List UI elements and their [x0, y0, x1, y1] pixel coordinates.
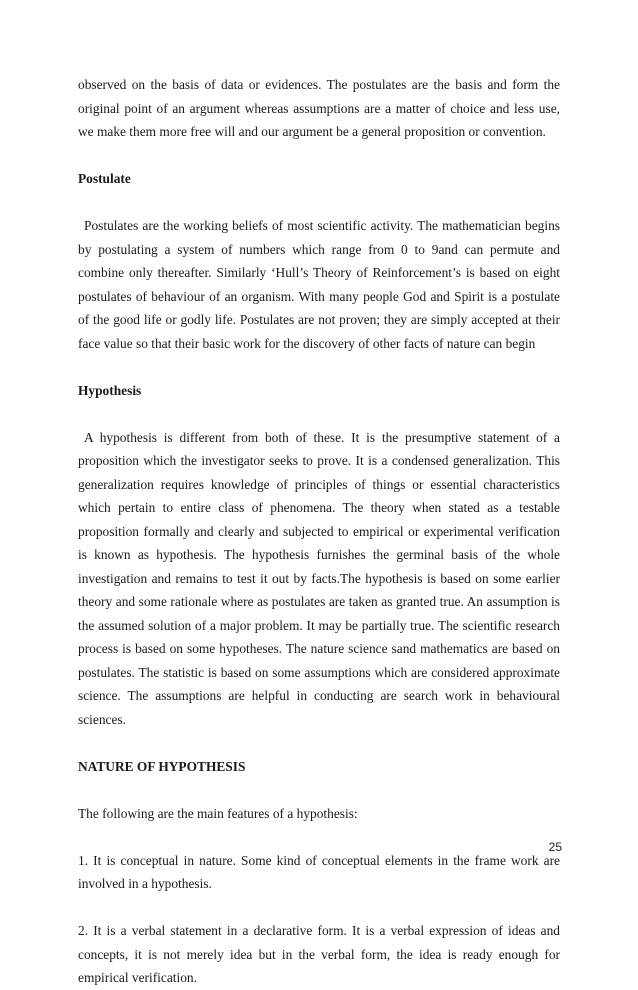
nature-intro-paragraph: The following are the main features of a hypothesis: [78, 805, 358, 821]
nature-of-hypothesis-heading: NATURE OF HYPOTHESIS [78, 758, 246, 774]
intro-paragraph: observed on the basis of data or evidences. The postulates are the basis and form the original point of an argument whereas assumptions are a matter of choice and less use, we make them more free will and our argument be a general proposition or convention. [78, 77, 560, 139]
postulate-heading: Postulate [78, 171, 131, 186]
hypothesis-paragraph: A hypothesis is different from both of these. It is the presumptive statement of a proposition which the investigator seeks to prove. It is a condensed generalization. This generalization requires knowledge of principles of things or essential characteristics which pertain to entire class of phenomena. The theory when stated as a testable proposition formally and clearly and subjected to empirical or experimental verification is known as hypothesis. The hypothesis furnishes the germinal basis of the whole investigation and remains to test it out by facts.The hypothesis is based on some earlier theory and some rationale where as postulates are taken as granted true. An assumption is the assumed solution of a major problem. It may be partially true. The scientific research process is based on some hypotheses. The nature science sand mathematics are based on postulates. The statistic is based on some assumptions which are considered approximate science. The assumptions are helpful in conducting are search work in behavioural sciences. [78, 429, 560, 727]
feature-1-paragraph: 1. It is conceptual in nature. Some kind of conceptual elements in the frame work are involved in a hypothesis. [78, 852, 560, 891]
feature-2-paragraph: 2. It is a verbal statement in a declarative form. It is a verbal expression of ideas and concepts, it is not merely idea but in the verbal form, the idea is ready enough for empirical verification. [78, 923, 560, 985]
postulate-paragraph: Postulates are the working beliefs of most scientific activity. The mathematician begins by postulating a system of numbers which range from 0 to 9and can permute and combine only thereafter. Similarly ‘Hull’s Theory of Reinforcement’s is based on eight postulates of behaviour of an organism. With many people God and Spirit is a postulate of the good life or godly life. Postulates are not proven; they are simply accepted at their face value so that their basic work for the discovery of other facts of nature can begin [78, 218, 560, 351]
page-number: 25 [548, 840, 562, 854]
hypothesis-heading: Hypothesis [78, 382, 142, 398]
